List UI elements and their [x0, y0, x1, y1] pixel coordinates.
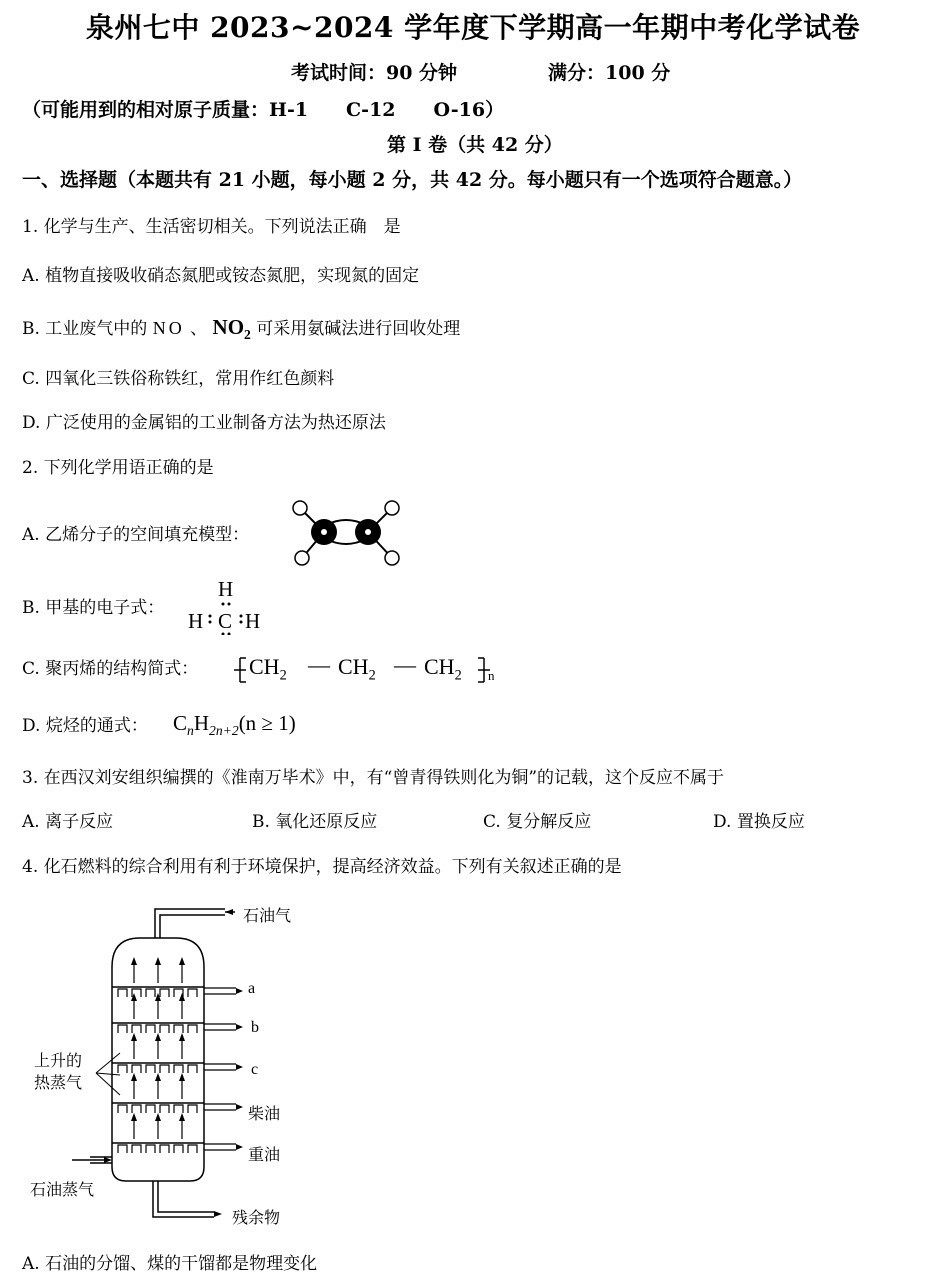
formula-no2 — [212, 315, 251, 343]
q1-option-b-prefix: B. 工业废气中的 — [22, 319, 148, 339]
label-feed: 石油蒸气 — [30, 1180, 95, 1199]
q1-option-b-suffix: 可采用氨碱法进行回收处理 — [256, 319, 461, 339]
label-diesel: 柴油 — [248, 1104, 281, 1123]
hydrogen-atom — [295, 551, 309, 565]
q4-stem: 4. 化石燃料的综合利用有利于环境保护，提高经济效益。下列有关叙述正确的是 — [22, 857, 622, 877]
hydrogen-atom — [385, 501, 399, 515]
exam-time: 考试时间：90 分钟 — [291, 62, 458, 84]
label-fraction-b: b — [251, 1019, 259, 1036]
atomic-mass-note: （可能用到的相对原子质量：H-1 C-12 O-16） — [22, 99, 505, 121]
hydrogen-atom — [385, 551, 399, 565]
q1-option-b-separator: 、 — [190, 319, 208, 339]
section-heading: 一、选择题（本题共有 21 小题，每小题 2 分，共 42 分。每小题只有一个选项符合题意。） — [22, 169, 803, 191]
methyl-h-left: H — [188, 609, 204, 633]
q1-stem: 1. 化学与生产、生活密切相关。下列说法正确 是 — [22, 217, 401, 237]
poly-dash-2: — — [394, 652, 416, 677]
formula-no2-main: NO — [212, 315, 245, 339]
q2-stem: 2. 下列化学用语正确的是 — [22, 458, 214, 478]
label-fraction-c: c — [251, 1061, 259, 1078]
exam-title: 泉州七中 2023~2024 学年度下学期高一年期中考化学试卷 — [85, 11, 861, 44]
label-heavy-oil: 重油 — [248, 1145, 281, 1164]
label-residue: 残余物 — [232, 1208, 281, 1227]
q1-option-b — [22, 317, 460, 345]
formula-no: NO — [152, 318, 185, 338]
ethylene-model — [282, 494, 406, 574]
volume-heading: 第 I 卷（共 42 分） — [387, 134, 563, 156]
q2-option-c: C. 聚丙烯的结构简式： — [22, 659, 199, 679]
label-rising-1: 上升的 — [34, 1051, 83, 1070]
q1-option-a: A. 植物直接吸收硝态氮肥或铵态氮肥，实现氮的固定 — [22, 266, 420, 286]
methyl-c: C — [218, 609, 233, 633]
q3-option-a: A. 离子反应 — [22, 812, 114, 832]
q2-option-a: A. 乙烯分子的空间填充模型： — [22, 525, 250, 545]
label-fraction-a: a — [248, 980, 256, 997]
q3-option-b: B. 氧化还原反应 — [252, 812, 378, 832]
poly-unit-3: $CH_2$ — [424, 654, 462, 684]
full-score: 满分：100 分 — [548, 62, 671, 84]
q2-option-b: B. 甲基的电子式： — [22, 598, 165, 618]
methyl-h-top: H — [218, 577, 234, 601]
poly-dash-1: — — [308, 652, 330, 677]
formula-no2-sub: 2 — [244, 327, 251, 343]
methyl-electron-formula — [188, 575, 268, 635]
label-rising-2: 热蒸气 — [34, 1073, 83, 1092]
q1-option-c: C. 四氧化三铁俗称铁红，常用作红色颜料 — [22, 369, 335, 389]
hydrogen-atom — [293, 501, 307, 515]
label-petroleum-gas: 石油气 — [243, 906, 292, 925]
q4-option-a: A. 石油的分馏、煤的干馏都是物理变化 — [22, 1254, 318, 1274]
q3-option-c: C. 复分解反应 — [483, 812, 592, 832]
alkane-formula: $C_nH_{2n+2}(n \ge 1)$ — [173, 711, 296, 739]
poly-unit-2: $CH_2$ — [338, 654, 376, 684]
q1-option-d: D. 广泛使用的金属铝的工业制备方法为热还原法 — [22, 413, 386, 433]
q3-option-d: D. 置换反应 — [713, 812, 805, 832]
methyl-h-right: H — [245, 609, 261, 633]
polypropylene-formula — [232, 648, 512, 688]
poly-n: n — [488, 668, 495, 683]
q2-option-d: D. 烷烃的通式： — [22, 716, 148, 736]
poly-unit-1: $CH_2$ — [249, 654, 287, 684]
electron-dots — [188, 575, 268, 635]
q3-stem: 3. 在西汉刘安组织编撰的《淮南万毕术》中，有“曾青得铁则化为铜”的记载，这个反应不属于 — [22, 768, 725, 788]
